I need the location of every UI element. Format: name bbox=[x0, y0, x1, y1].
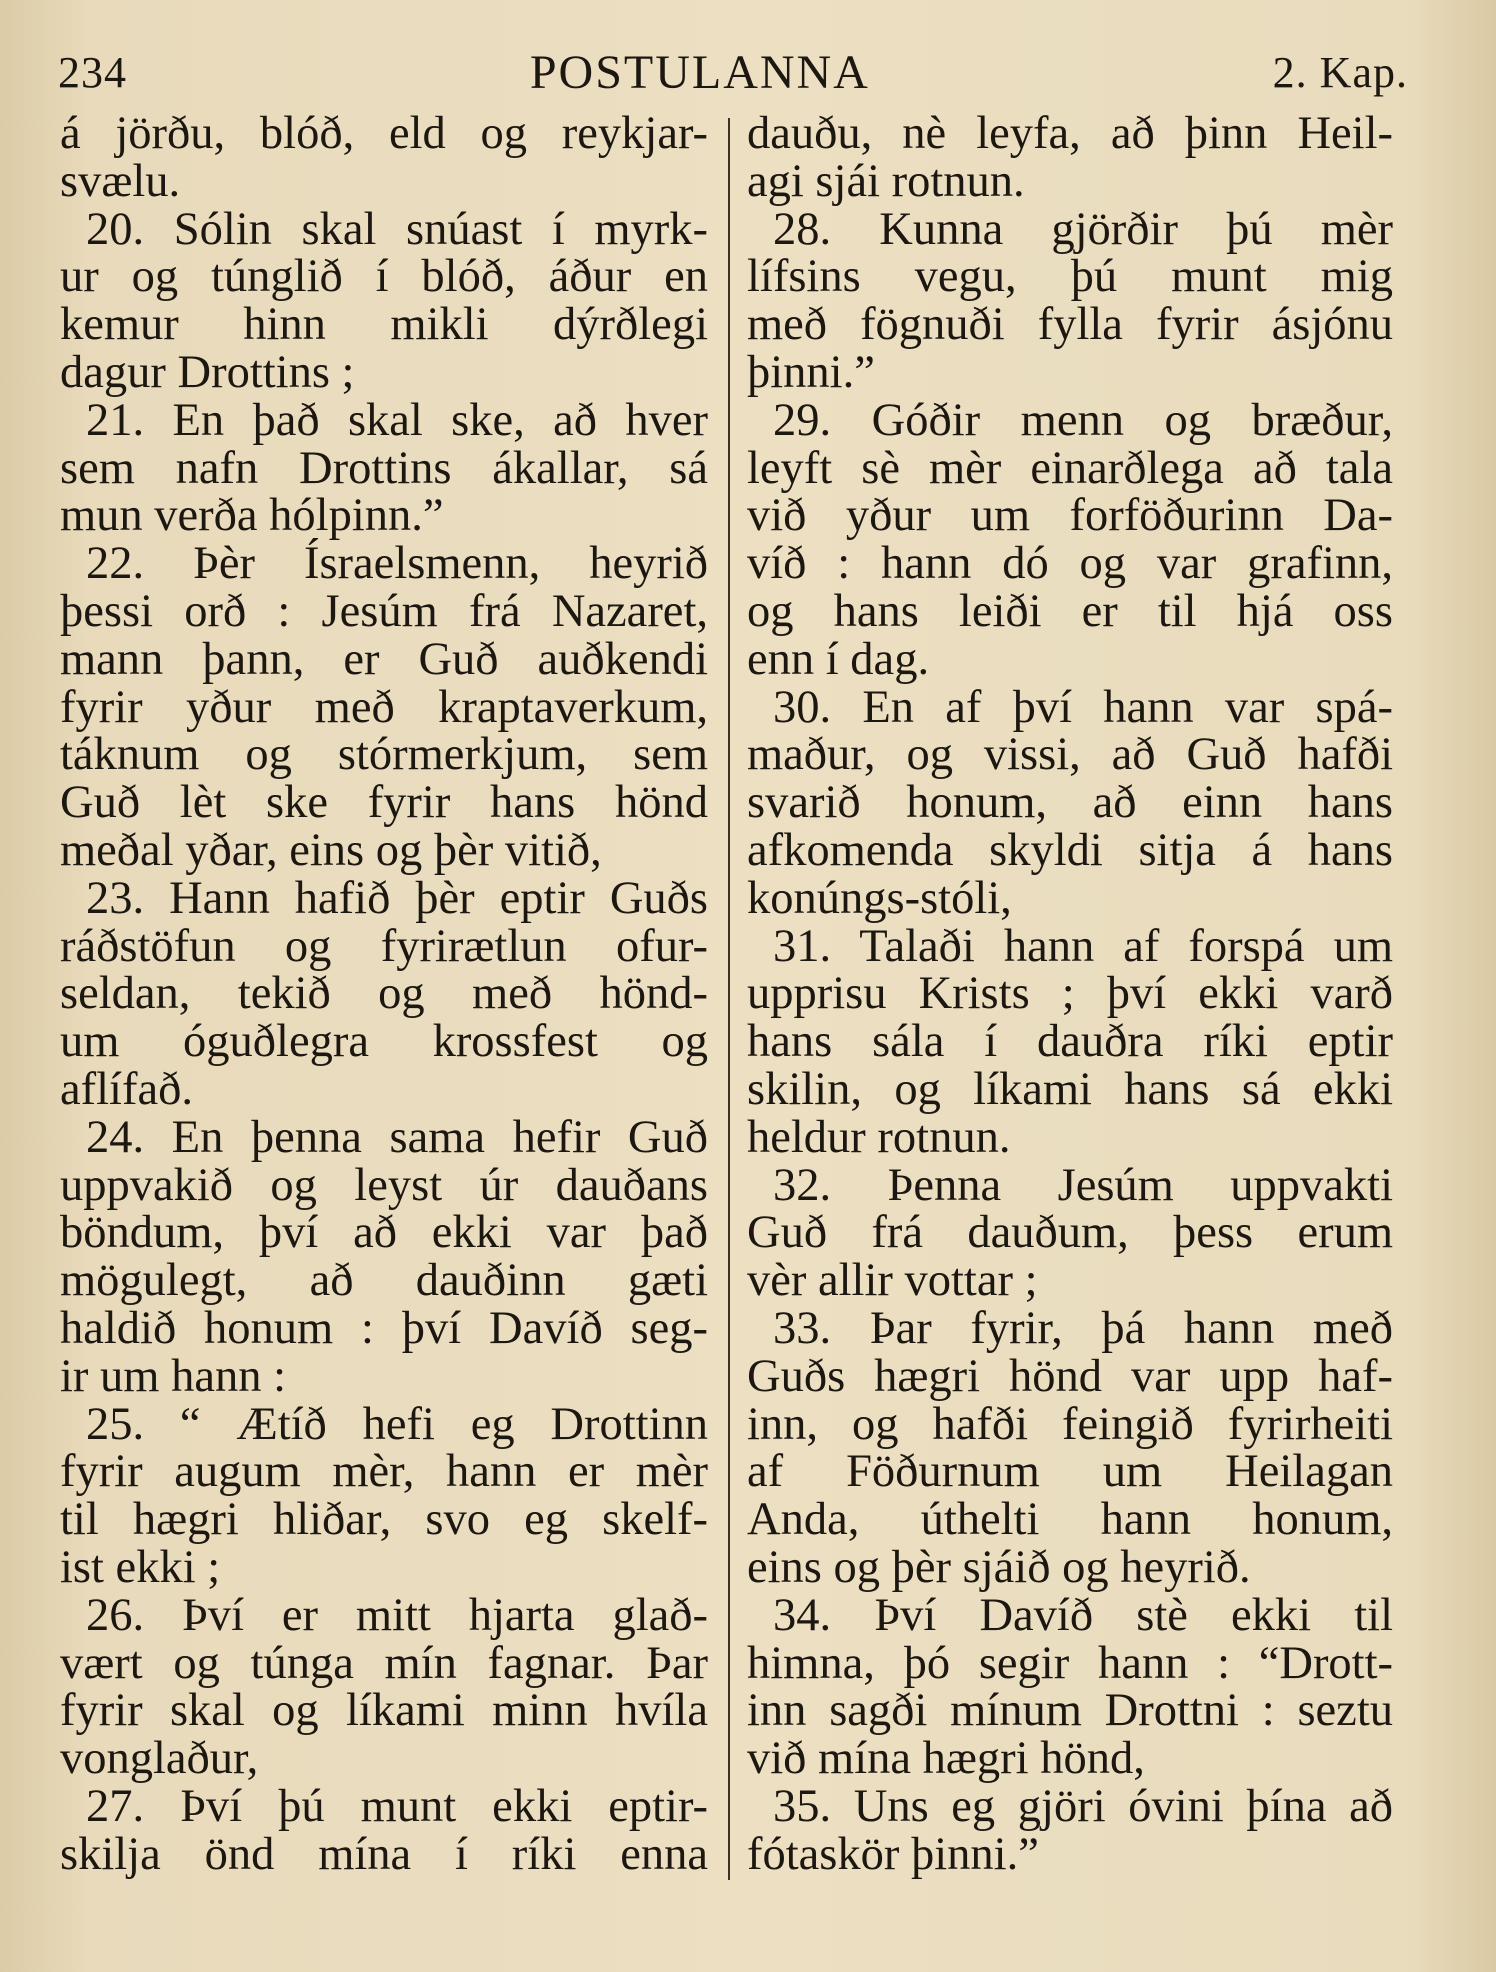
text-line: 30. En af því hann var spá- bbox=[773, 681, 1393, 733]
text-line: heldur rotnun. bbox=[747, 1111, 1011, 1163]
text-line: þessi orð : Jesúm frá Nazaret, bbox=[60, 585, 708, 637]
text-line: til hægri hliðar, svo eg skelf- bbox=[60, 1494, 708, 1546]
text-line: mögulegt, að dauðinn gæti bbox=[60, 1255, 708, 1307]
text-line: ir um hann : bbox=[60, 1350, 287, 1402]
text-line: 29. Góðir menn og bræður, bbox=[773, 394, 1393, 446]
text-line: og hans leiði er til hjá oss bbox=[747, 585, 1393, 637]
text-line: 31. Talaði hann af forspá um bbox=[773, 920, 1393, 972]
text-line: táknum og stórmerkjum, sem bbox=[60, 729, 708, 781]
running-title: POSTULANNA bbox=[529, 45, 870, 99]
text-line: ur og túnglið í blóð, áður en bbox=[60, 251, 708, 303]
text-line: 35. Uns eg gjöri óvini þína að bbox=[773, 1780, 1393, 1832]
text-line: konúngs-stóli, bbox=[747, 872, 1012, 924]
text-line: 26. Því er mitt hjarta glað- bbox=[86, 1589, 708, 1641]
text-line: lífsins vegu, þú munt mig bbox=[747, 251, 1393, 303]
text-line: við mína hægri hönd, bbox=[747, 1733, 1145, 1785]
column-divider bbox=[728, 118, 730, 1880]
text-line: á jörðu, blóð, eld og reykjar- bbox=[60, 108, 708, 159]
text-line: skilja önd mína í ríki enna bbox=[60, 1828, 708, 1880]
text-line: vèr allir vottar ; bbox=[747, 1255, 1038, 1307]
text-line: ist ekki ; bbox=[60, 1541, 221, 1593]
text-line: með fögnuði fylla fyrir ásjónu bbox=[747, 299, 1393, 351]
text-line: maður, og vissi, að Guð hafði bbox=[747, 729, 1393, 781]
text-line: inn, og hafði feingið fyrirheiti bbox=[747, 1398, 1393, 1450]
text-line: fyrir yður með kraptaverkum, bbox=[60, 681, 708, 733]
page-number: 234 bbox=[58, 47, 127, 97]
text-line: fyrir skal og líkami minn hvíla bbox=[60, 1685, 708, 1737]
text-line: seldan, tekið og með hönd- bbox=[60, 968, 708, 1020]
text-line: kemur hinn mikli dýrðlegi bbox=[60, 299, 708, 351]
text-line: 34. Því Davíð stè ekki til bbox=[773, 1589, 1393, 1641]
text-line: 33. Þar fyrir, þá hann með bbox=[773, 1302, 1393, 1354]
text-line: hans sála í dauðra ríki eptir bbox=[747, 1016, 1393, 1068]
text-line: skilin, og líkami hans sá ekki bbox=[747, 1063, 1393, 1115]
text-line: fyrir augum mèr, hann er mèr bbox=[60, 1446, 708, 1498]
text-line: 27. Því þú munt ekki eptir- bbox=[86, 1780, 708, 1832]
text-line: himna, þó segir hann : “Drott- bbox=[747, 1637, 1393, 1689]
text-line: fótaskör þinni.” bbox=[747, 1828, 1039, 1880]
text-line: mun verða hólpinn.” bbox=[60, 490, 444, 542]
right-text-column bbox=[747, 110, 1393, 1878]
text-line: agi sjái rotnun. bbox=[747, 155, 1025, 207]
text-line: mann þann, er Guð auðkendi bbox=[60, 633, 708, 685]
text-line: af Föðurnum um Heilagan bbox=[747, 1446, 1393, 1498]
text-line: 24. En þenna sama hefir Guð bbox=[86, 1111, 708, 1163]
text-line: leyft sè mèr einarðlega að tala bbox=[747, 442, 1393, 494]
text-line: dauðu, nè leyfa, að þinn Heil- bbox=[747, 108, 1393, 159]
text-line: inn sagði mínum Drottni : seztu bbox=[747, 1685, 1393, 1737]
text-line: aflífað. bbox=[60, 1063, 193, 1115]
text-line: svælu. bbox=[60, 155, 181, 207]
text-line: eins og þèr sjáið og heyrið. bbox=[747, 1541, 1251, 1593]
text-line: 25. “ Ætíð hefi eg Drottinn bbox=[86, 1398, 708, 1450]
text-line: vonglaður, bbox=[60, 1733, 259, 1785]
text-line: við yður um forföðurinn Da- bbox=[747, 490, 1393, 542]
text-line: afkomenda skyldi sitja á hans bbox=[747, 824, 1393, 876]
text-line: 32. Þenna Jesúm uppvakti bbox=[773, 1159, 1393, 1211]
text-line: Guð frá dauðum, þess erum bbox=[747, 1207, 1393, 1259]
page-header bbox=[58, 40, 1408, 104]
text-line: enn í dag. bbox=[747, 633, 930, 685]
text-line: 20. Sólin skal snúast í myrk- bbox=[86, 203, 708, 255]
text-line: ráðstöfun og fyrirætlun ofur- bbox=[60, 920, 708, 972]
left-text-column bbox=[60, 110, 708, 1878]
text-line: Guð lèt ske fyrir hans hönd bbox=[60, 777, 708, 829]
text-line: sem nafn Drottins ákallar, sá bbox=[60, 442, 708, 494]
text-line: 23. Hann hafið þèr eptir Guðs bbox=[86, 872, 708, 924]
text-line: meðal yðar, eins og þèr vitið, bbox=[60, 824, 602, 876]
text-line: svarið honum, að einn hans bbox=[747, 777, 1393, 829]
text-line: 21. En það skal ske, að hver bbox=[86, 394, 708, 446]
text-line: víð : hann dó og var grafinn, bbox=[747, 538, 1393, 590]
text-line: upprisu Krists ; því ekki varð bbox=[747, 968, 1393, 1020]
text-line: haldið honum : því Davíð seg- bbox=[60, 1302, 708, 1354]
text-line: vært og túnga mín fagnar. Þar bbox=[60, 1637, 708, 1689]
text-line: um óguðlegra krossfest og bbox=[60, 1016, 708, 1068]
text-line: 22. Þèr Ísraelsmenn, heyrið bbox=[86, 538, 708, 590]
text-line: uppvakið og leyst úr dauðans bbox=[60, 1159, 708, 1211]
text-line: böndum, því að ekki var það bbox=[60, 1207, 708, 1259]
text-line: dagur Drottins ; bbox=[60, 346, 355, 398]
chapter-label: 2. Kap. bbox=[1272, 47, 1408, 97]
text-line: Anda, úthelti hann honum, bbox=[747, 1494, 1393, 1546]
text-line: Guðs hægri hönd var upp haf- bbox=[747, 1350, 1393, 1402]
text-line: þinni.” bbox=[747, 346, 875, 398]
text-line: 28. Kunna gjörðir þú mèr bbox=[773, 203, 1393, 255]
